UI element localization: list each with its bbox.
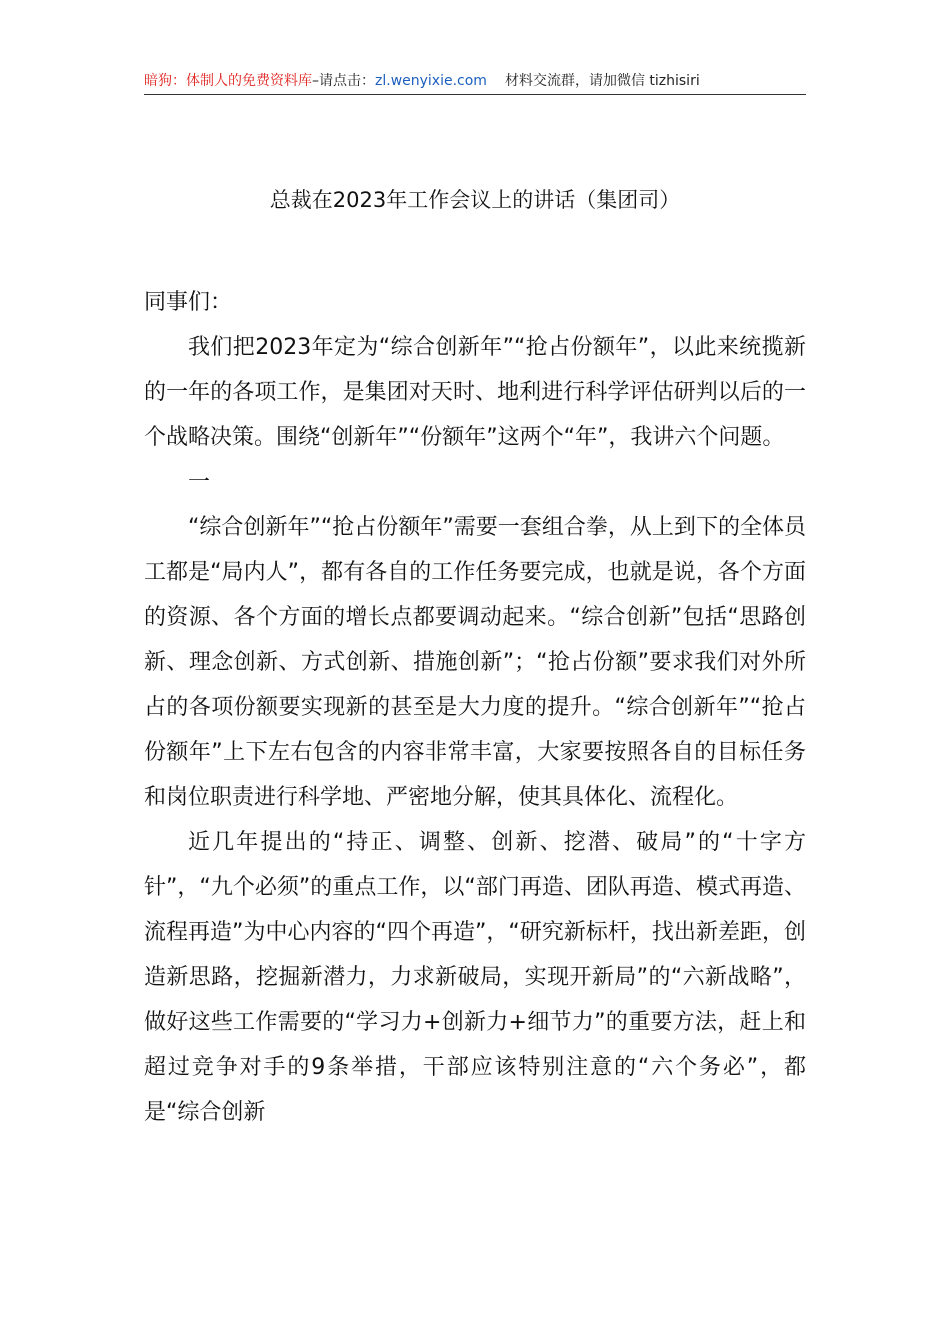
header-note: 材料交流群，请加微信 tizhisiri: [504, 73, 700, 89]
salutation: 同事们：: [144, 290, 233, 315]
header-brand: 暗狗：体制人的免费资料库: [144, 73, 312, 89]
paragraph-intro: 我们把2023年定为“综合创新年”“抢占份额年”，以此来统揽新的一年的各项工作，是集团对天时、地利进行科学评估研判以后的一个战略决策。围绕“创新年”“份额年”这两个“年”，我讲六个问题。: [144, 335, 806, 450]
section-number: 一: [188, 470, 211, 495]
header-prompt: –请点击：: [312, 73, 375, 89]
header-divider: [144, 94, 806, 95]
page-header: [144, 70, 806, 94]
paragraph-1: “综合创新年”“抢占份额年”需要一套组合拳，从上到下的全体员工都是“局内人”，都有各自的工作任务要完成，也就是说，各个方面的资源、各个方面的增长点都要调动起来。“综合创新”包括“思路创新、理念创新、方式创新、措施创新”；“抢占份额”要求我们对外所占的各项份额要实现新的甚至是大力度的提升。“综合创新年”“抢占份额年”上下左右包含的内容非常丰富，大家要按照各自的目标任务和岗位职责进行科学地、严密地分解，使其具体化、流程化。: [144, 515, 806, 810]
document-body: [144, 280, 806, 1135]
header-link[interactable]: zl.wenyixie.com: [375, 73, 487, 89]
paragraph-2: 近几年提出的“持正、调整、创新、挖潜、破局”的“十字方针”，“九个必须”的重点工作，以“部门再造、团队再造、模式再造、流程再造”为中心内容的“四个再造”，“研究新标杆，找出新差距，创造新思路，挖掘新潜力，力求新破局，实现开新局”的“六新战略”，做好这些工作需要的“学习力+创新力+细节力”的重要方法，赶上和超过竞争对手的9条举措，干部应该特别注意的“六个务必”，都是“综合创新: [144, 830, 806, 1125]
document-title: 总裁在2023年工作会议上的讲话（集团司）: [269, 188, 681, 212]
